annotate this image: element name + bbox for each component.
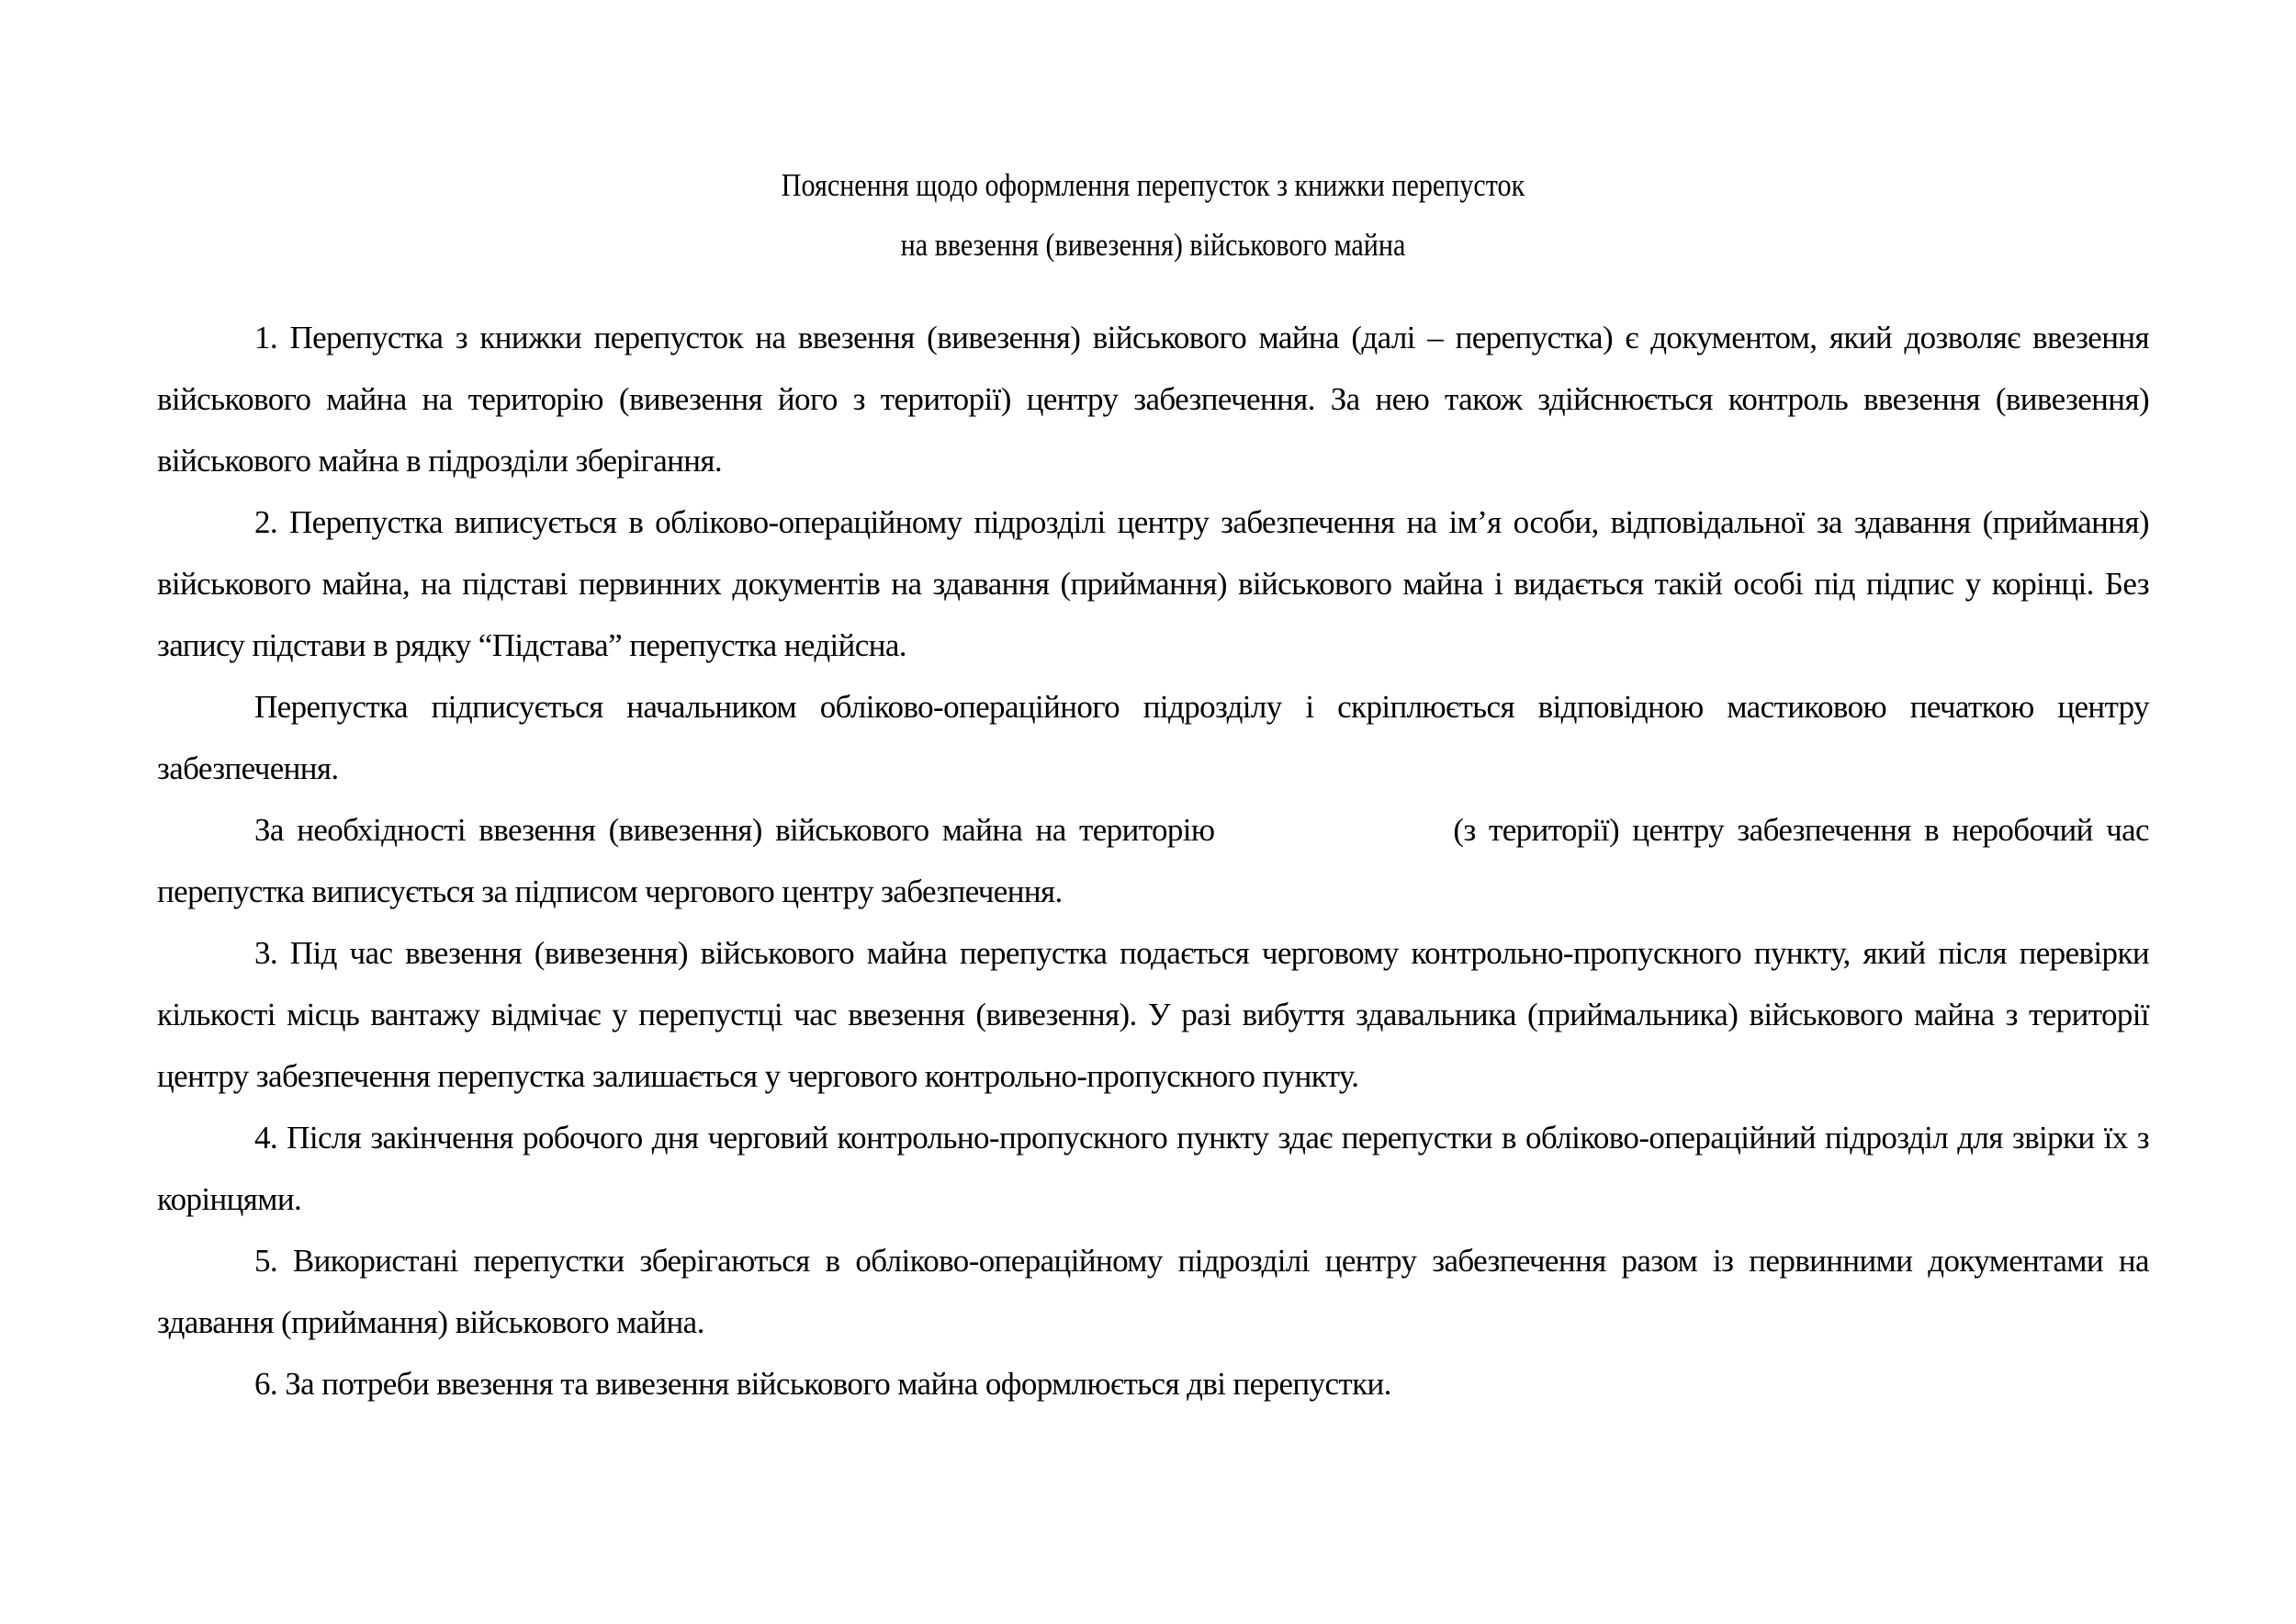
document-title-line-2: на ввезення (вивезення) військового майна	[900, 227, 1406, 263]
paragraph-2: 2. Перепустка виписується в обліково-операційному підрозділі центру забезпечення на ім’я особи, відповідальної за здавання (приймання) військового майна, на підставі первинних документів на здавання (приймання) військового майна і видається такій особі під підпис у корінці. Без запису підстави в рядку “Підстава” перепустка недійсна.	[157, 504, 2149, 663]
paragraph-5: 5. Використані перепустки зберігаються в обліково-операційному підрозділі центру забезпечення разом із первинними документами на здавання (приймання) військового майна.	[157, 1243, 2149, 1340]
paragraph-4: 4. Після закінчення робочого дня черговий контрольно-пропускного пункту здає перепустки в обліково-операційний підрозділ для звірки їх з корінцями.	[157, 1120, 2149, 1217]
paragraph-3: 3. Під час ввезення (вивезення) військового майна перепустка подається черговому контрольно-пропускного пункту, який після перевірки кількості місць вантажу відмічає у перепустці час ввезення (вивезення). У разі вибуття здавальника (приймальника) військового майна з території центру забезпечення перепустка залишається у чергового контрольно-пропускного пункту.	[157, 935, 2149, 1094]
document-body	[157, 307, 2149, 1415]
paragraph-2-off-hours-part-2: (з території) центру забезпечення в неробочий час перепустка виписується за підписом чергового центру забезпечення.	[157, 812, 2149, 909]
paragraph-2-off-hours	[157, 799, 2149, 922]
document-title-line-1: Пояснення щодо оформлення перепусток з книжки перепусток	[781, 167, 1525, 203]
paragraph-2-off-hours-part-1: За необхідності ввезення (вивезення) військового майна на територію	[254, 812, 1215, 848]
paragraph-1: 1. Перепустка з книжки перепусток на ввезення (вивезення) військового майна (далі – перепустка) є документом, який дозволяє ввезення військового майна на територію (вивезення його з території) центру забезпечення. За нею також здійснюється контроль ввезення (вивезення) військового майна в підрозділи зберігання.	[157, 320, 2149, 479]
paragraph-6: 6. За потреби ввезення та вивезення військового майна оформлюється дві перепустки.	[254, 1366, 1391, 1402]
paragraph-2-signature: Перепустка підписується начальником обліково-операційного підрозділу і скріплюється відповідною мастиковою печаткою центру забезпечення.	[157, 689, 2149, 786]
